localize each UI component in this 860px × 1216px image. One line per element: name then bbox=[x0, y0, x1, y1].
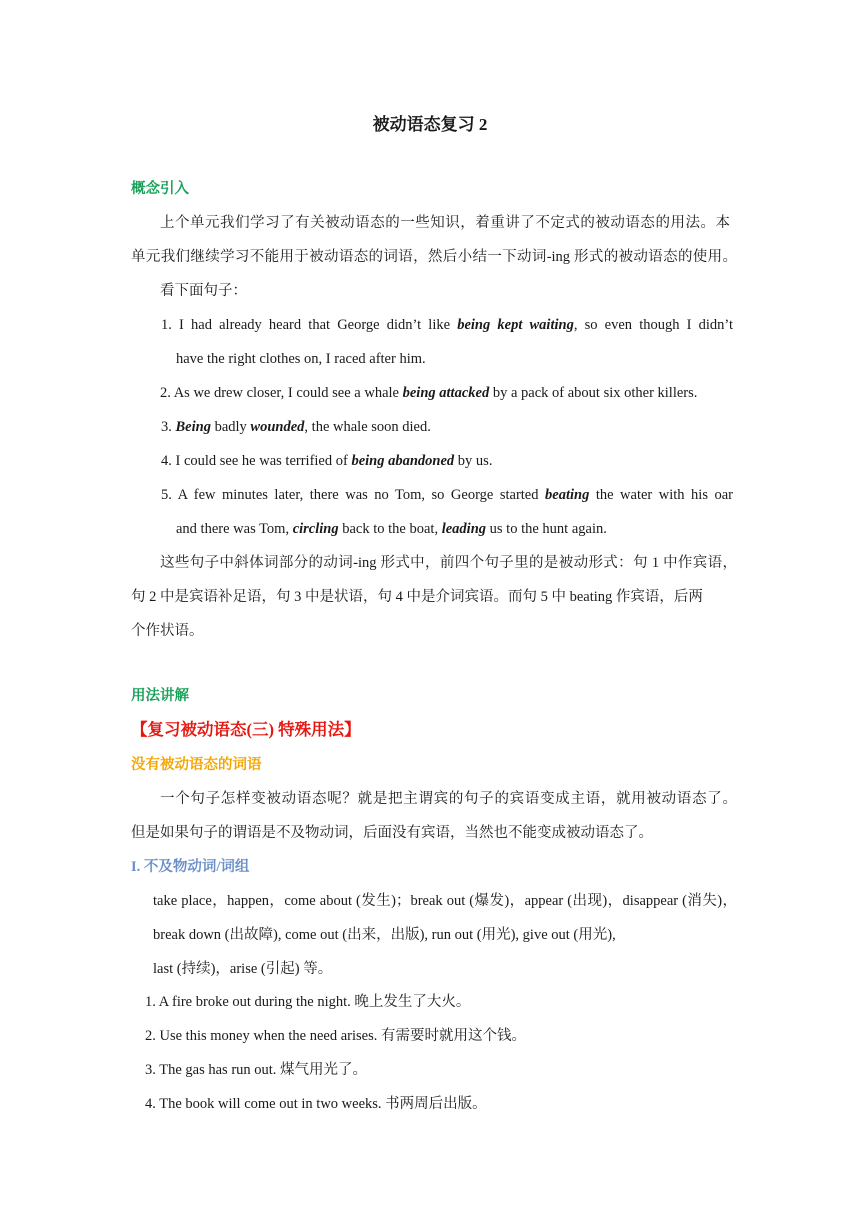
blue-heading: I. 不及物动词/词组 bbox=[131, 859, 250, 875]
sentence-1-cont: have the right clothes on, I raced after him. bbox=[176, 351, 426, 367]
red-heading: 【复习被动语态(三) 特殊用法】 bbox=[131, 720, 361, 739]
verb-list-line-3: last (持续)，arise (引起) 等。 bbox=[153, 961, 333, 977]
explanation-line-2: 句 2 中是宾语补足语，句 3 中是状语，句 4 中是介词宾语。而句 5 中 beating 作宾语，后两 bbox=[131, 589, 703, 605]
example-1: 1. A fire broke out during the night. 晚上发生了大火。 bbox=[145, 994, 471, 1010]
orange-heading: 没有被动语态的词语 bbox=[131, 757, 262, 773]
example-3: 3. The gas has run out. 煤气用光了。 bbox=[145, 1062, 368, 1078]
sentence-1: 1. I had already heard that George didn’t like being kept waiting, so even though I didn’t bbox=[161, 317, 734, 333]
paragraph-1: 一个句子怎样变被动语态呢？就是把主谓宾的句子的宾语变成主语，就用被动语态了。 bbox=[160, 791, 737, 807]
example-4: 4. The book will come out in two weeks. 书两周后出版。 bbox=[145, 1096, 487, 1112]
example-2: 2. Use this money when the need arises. 有需要时就用这个钱。 bbox=[145, 1028, 526, 1044]
look-below: 看下面句子： bbox=[160, 283, 247, 299]
verb-list-line-2: break down (出故障), come out (出来，出版), run out (用光), give out (用光), bbox=[153, 927, 616, 943]
paragraph-2: 但是如果句子的谓语是不及物动词，后面没有宾语，当然也不能变成被动语态了。 bbox=[131, 825, 653, 841]
sentence-5-cont: and there was Tom, circling back to the boat, leading us to the hunt again. bbox=[176, 521, 607, 537]
intro-line-2: 单元我们继续学习不能用于被动语态的词语，然后小结一下动词-ing 形式的被动语态的使用。 bbox=[131, 249, 737, 265]
sentence-3: 3. Being badly wounded, the whale soon died. bbox=[161, 419, 431, 435]
verb-list-line-1: take place，happen，come about (发生)；break out (爆发)，appear (出现)，disappear (消失)， bbox=[153, 893, 737, 909]
intro-line-1: 上个单元我们学习了有关被动语态的一些知识，着重讲了不定式的被动语态的用法。本 bbox=[160, 215, 730, 231]
sentence-2: 2. As we drew closer, I could see a whale being attacked by a pack of about six other killers. bbox=[160, 385, 698, 401]
sentence-4: 4. I could see he was terrified of being abandoned by us. bbox=[161, 453, 493, 469]
explanation-line-1: 这些句子中斜体词部分的动词-ing 形式中，前四个句子里的是被动形式：句 1 中作宾语， bbox=[160, 555, 737, 571]
page-title: 被动语态复习 2 bbox=[372, 115, 488, 134]
explanation-line-3: 个作状语。 bbox=[131, 623, 204, 639]
section-heading-concept: 概念引入 bbox=[131, 181, 189, 197]
section-heading-usage: 用法讲解 bbox=[131, 688, 189, 704]
sentence-5: 5. A few minutes later, there was no Tom, so George started beating the water with his oar bbox=[161, 487, 733, 503]
